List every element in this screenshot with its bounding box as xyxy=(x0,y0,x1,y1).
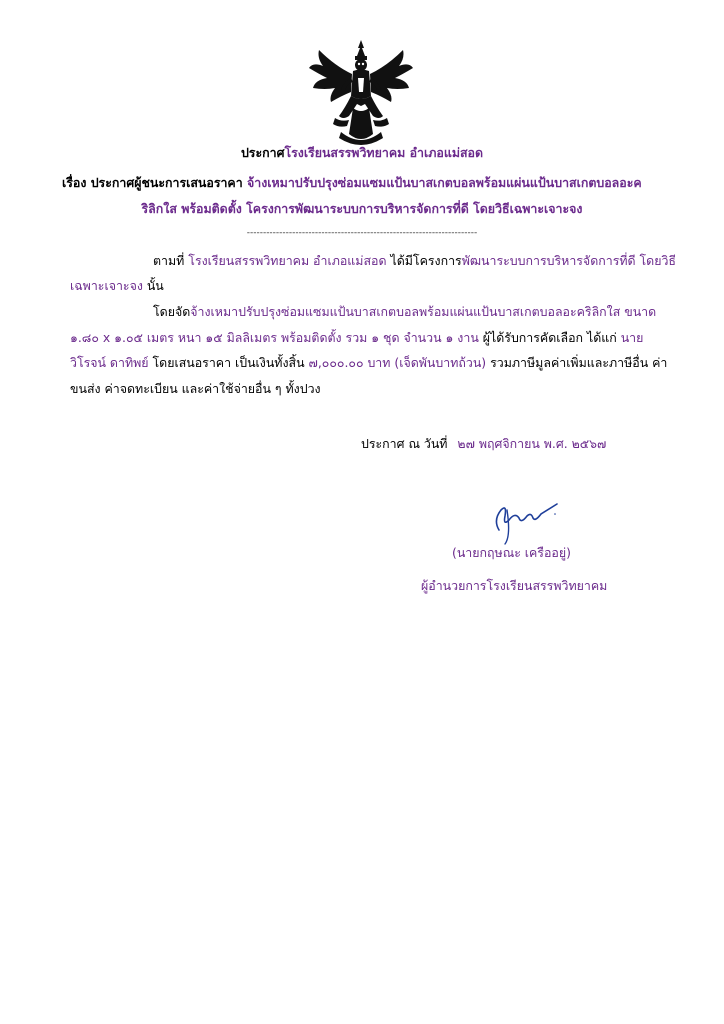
announce-date: ๒๗ พฤศจิกายน พ.ศ. ๒๕๖๗ xyxy=(457,436,607,451)
para1-text: ตามที่ xyxy=(153,253,185,268)
para1-line-1 xyxy=(153,253,676,269)
subject-text-1: จ้างเหมาปรับปรุงซ่อมแซมแป้นบาสเกตบอลพร้อมแผ่นแป้นบาสเกตบอลอะค xyxy=(247,175,642,190)
title-school: โรงเรียนสรรพวิทยาคม อำเภอแม่สอด xyxy=(284,145,484,160)
para1-text: นั้น xyxy=(146,278,164,293)
subject-label: เรื่อง ประกาศผู้ชนะการเสนอราคา xyxy=(62,175,243,190)
winner-name: วิโรจน์ ดาทิพย์ xyxy=(70,355,149,370)
job-specification: ๑.๘๐ x ๑.๐๕ เมตร หนา ๑๕ มิลลิเมตร พร้อมติดตั้ง รวม ๑ ชุด จำนวน ๑ งาน xyxy=(70,330,479,345)
para2-text: รวมภาษีมูลค่าเพิ่มและภาษีอื่น ค่า xyxy=(490,355,668,370)
handwritten-signature xyxy=(485,490,565,545)
subject-line-1 xyxy=(62,175,642,191)
separator: ----------------------------------------------------------------------- xyxy=(246,228,478,238)
para2-text: โดยจัด xyxy=(153,304,191,319)
para2-line-3 xyxy=(70,355,667,371)
subject-line-2: ริลิกใส พร้อมติดตั้ง โครงการพัฒนาระบบการบริหารจัดการที่ดี โดยวิธีเฉพาะเจาะจง xyxy=(141,201,583,216)
para2-line-2 xyxy=(70,330,643,346)
para2-text: ผู้ได้รับการคัดเลือก ได้แก่ xyxy=(482,330,617,345)
para1-line-2 xyxy=(70,278,164,294)
signer-name: (นายกฤษณะ เครืออยู่) xyxy=(452,545,571,560)
para2-line-1 xyxy=(153,304,656,320)
announce-date-line xyxy=(361,436,606,452)
winner-title: นาย xyxy=(620,330,644,345)
project-name: พัฒนาระบบการบริหารจัดการที่ดี โดยวิธี xyxy=(461,253,676,268)
para2-line-4: ขนส่ง ค่าจดทะเบียน และค่าใช้จ่ายอื่น ๆ ทั้งปวง xyxy=(70,381,321,396)
title-prefix: ประกาศ xyxy=(240,145,285,160)
page-title xyxy=(0,145,724,161)
announce-label: ประกาศ ณ วันที่ xyxy=(361,436,448,451)
garuda-emblem-icon xyxy=(305,38,417,148)
para1-text: ได้มีโครงการ xyxy=(390,253,462,268)
price-amount: ๗,๐๐๐.๐๐ บาท (เจ็ดพันบาทถ้วน) xyxy=(308,355,487,370)
signer-position: ผู้อำนวยการโรงเรียนสรรพวิทยาคม xyxy=(421,578,608,593)
school-name: โรงเรียนสรรพวิทยาคม อำเภอแม่สอด xyxy=(188,253,387,268)
job-description: จ้างเหมาปรับปรุงซ่อมแซมแป้นบาสเกตบอลพร้อมแผ่นแป้นบาสเกตบอลอะคริลิกใส ขนาด xyxy=(190,304,657,319)
para2-text: โดยเสนอราคา เป็นเงินทั้งสิ้น xyxy=(152,355,305,370)
method-name: เฉพาะเจาะจง xyxy=(70,278,143,293)
